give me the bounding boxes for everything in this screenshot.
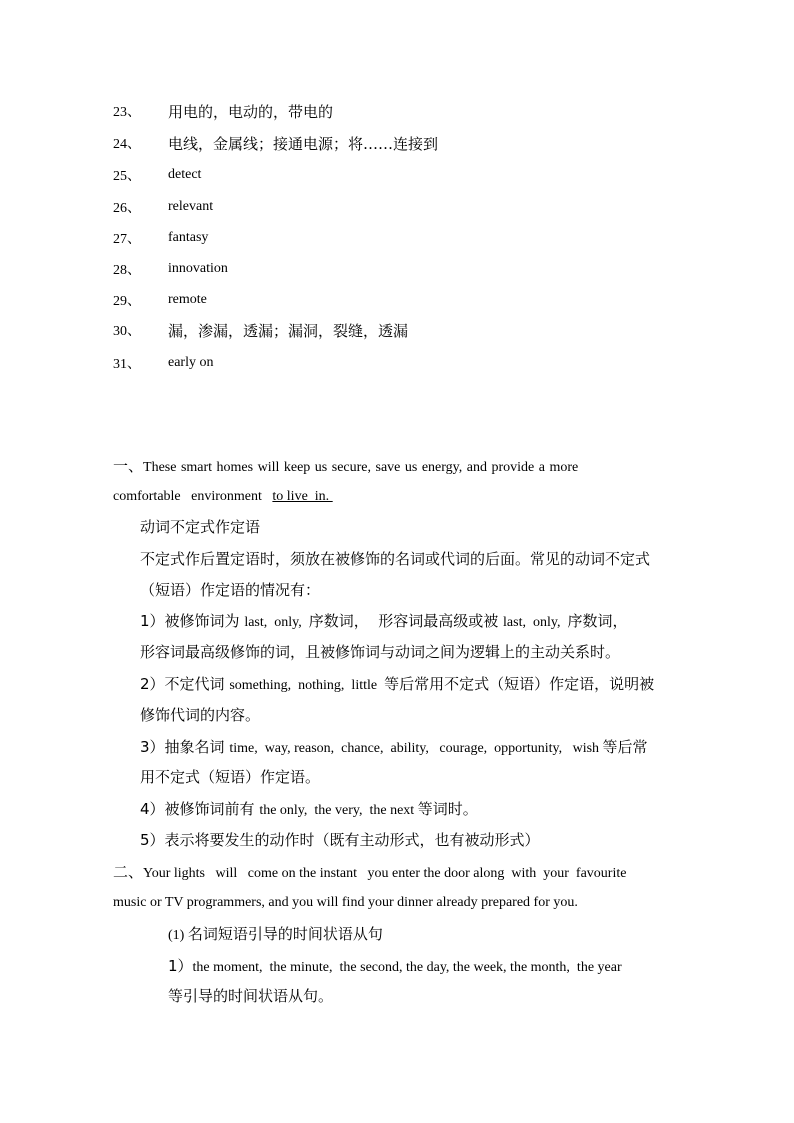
section1-item3-line1	[140, 736, 648, 758]
section1-prefix: 一、	[113, 457, 144, 475]
text-segment: 名词短语引导的时间状语从句	[187, 925, 383, 943]
text-segment: 2）不定代词	[140, 675, 230, 693]
section1-underlined-phrase: to live in.	[272, 489, 333, 504]
vocab-number: 24、	[113, 137, 141, 152]
section1-item1-line1	[140, 610, 627, 632]
section1-item1-line2: 形容词最高级修饰的词，且被修饰词与动词之间为逻辑上的主动关系时。	[140, 643, 621, 661]
text-segment: something, nothing, little	[229, 678, 385, 693]
text-segment: last, only,	[244, 615, 309, 630]
section1-para-line2: （短语）作定语的情况有：	[140, 581, 321, 599]
vocab-answer: relevant	[168, 199, 214, 214]
text-segment: 等后常用不定式（短语）作定语，说明被	[384, 675, 655, 693]
section2-sentence-line1	[113, 861, 626, 883]
vocab-item-28	[113, 259, 228, 279]
section1-sentence-line1	[113, 455, 578, 477]
text-segment: (1)	[168, 928, 188, 943]
vocab-number: 26、	[113, 201, 141, 216]
section1-heading: 动词不定式作定语	[140, 518, 261, 536]
text-segment: 等后常	[602, 738, 648, 756]
section2-sentence-text: Your lights will come on the instant you enter the door along with your favourite	[143, 866, 627, 881]
vocab-item-26	[113, 197, 213, 217]
section1-sentence-text: These smart homes will keep us secure, save us energy, and provide a more	[143, 460, 579, 475]
vocab-item-24	[113, 133, 438, 153]
vocab-item-25	[113, 165, 201, 185]
section2-item1-line2: 等引导的时间状语从句。	[168, 987, 334, 1005]
text-segment: 等词时。	[417, 800, 478, 818]
vocab-item-27	[113, 228, 208, 248]
text-segment: 3）抽象名词	[140, 738, 230, 756]
section2-item1-line1	[168, 955, 622, 977]
vocab-number: 31、	[113, 357, 141, 372]
vocab-answer: 用电的，电动的，带电的	[168, 102, 334, 121]
section2-prefix: 二、	[113, 863, 144, 881]
text-segment: the moment, the minute, the second, the day, the week, the month, the year	[192, 960, 622, 975]
section2-subheading	[168, 923, 383, 945]
section1-item4	[140, 798, 478, 820]
vocab-answer: early on	[168, 355, 214, 370]
vocab-answer: 漏，渗漏，透漏；漏洞，裂缝，透漏	[168, 321, 409, 340]
text-segment: 序数词， 形容词最高级或被	[308, 612, 504, 630]
vocab-item-23	[113, 101, 333, 121]
vocab-item-31	[113, 353, 213, 373]
section1-sentence-line2	[113, 486, 333, 508]
vocab-number: 28、	[113, 263, 141, 278]
text-segment: the only, the very, the next	[259, 803, 418, 818]
text-segment: 1）	[168, 957, 193, 975]
vocab-item-29	[113, 290, 207, 310]
text-segment: 1）被修饰词为	[140, 612, 245, 630]
vocab-number: 23、	[113, 105, 141, 120]
section1-item2-line2: 修饰代词的内容。	[140, 706, 261, 724]
vocab-number: 29、	[113, 294, 141, 309]
vocab-number: 25、	[113, 169, 141, 184]
text-segment: 序数词，	[567, 612, 628, 630]
vocab-number: 27、	[113, 232, 141, 247]
text-segment: last, only,	[503, 615, 568, 630]
section2-sentence-line2: music or TV programmers, and you will find your dinner already prepared for you.	[113, 895, 578, 910]
text-segment: time, way, reason, chance, ability, courage, opportunity, wish	[229, 741, 603, 756]
vocab-answer: innovation	[168, 261, 228, 276]
vocab-number: 30、	[113, 324, 141, 339]
vocab-item-30	[113, 320, 408, 340]
vocab-answer: remote	[168, 292, 207, 307]
section1-item2-line1	[140, 673, 654, 695]
section1-para-line1: 不定式作后置定语时，须放在被修饰的名词或代词的后面。常见的动词不定式	[140, 550, 651, 568]
vocab-answer: detect	[168, 167, 202, 182]
vocab-answer: fantasy	[168, 230, 209, 245]
section1-item5: 5）表示将要发生的动作时（既有主动形式，也有被动形式）	[140, 831, 540, 849]
text-segment: 4）被修饰词前有	[140, 800, 260, 818]
section1-item3-line2: 用不定式（短语）作定语。	[140, 768, 321, 786]
vocab-answer: 电线，金属线；接通电源；将……连接到	[168, 134, 439, 153]
section1-sentence-text: comfortable environment	[113, 489, 273, 504]
